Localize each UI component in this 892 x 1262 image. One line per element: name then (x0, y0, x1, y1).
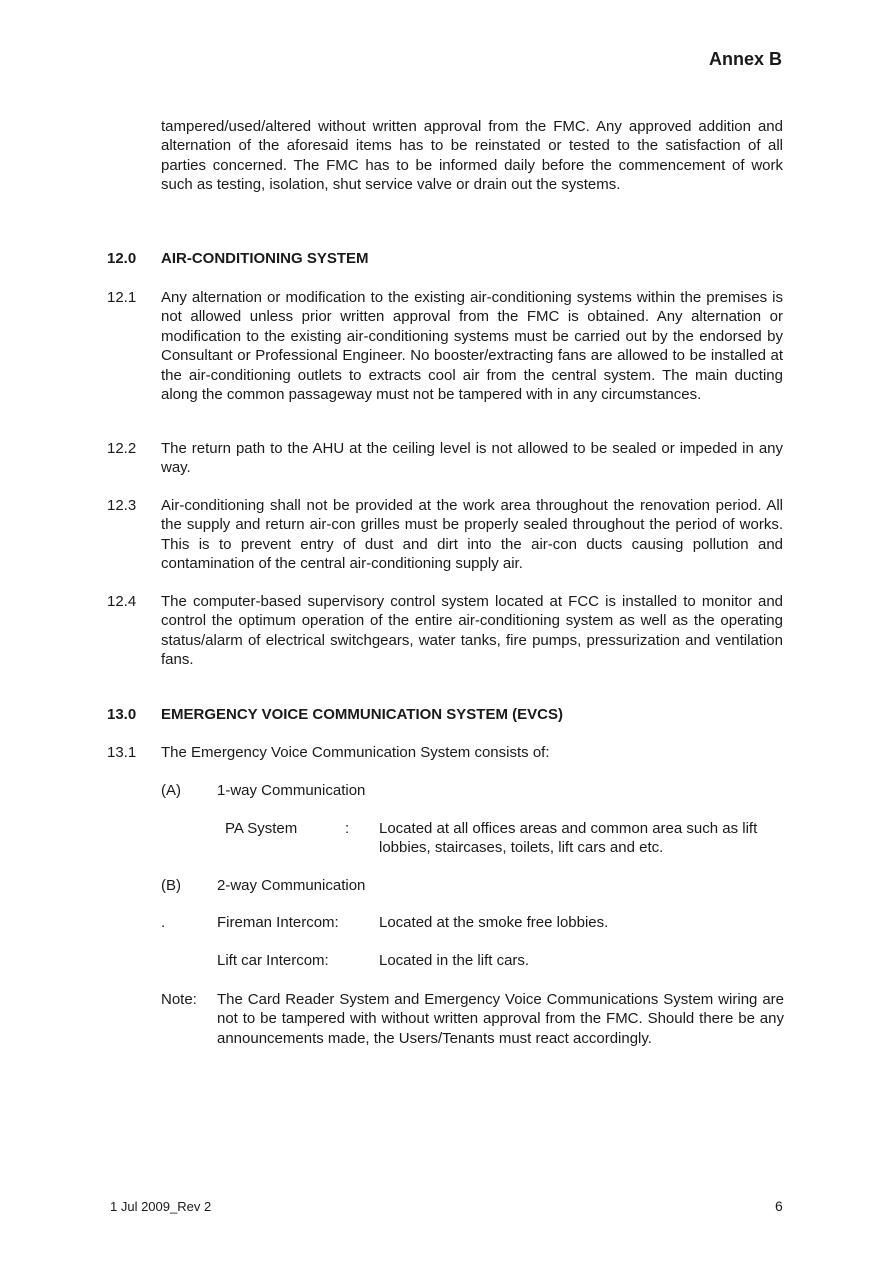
section-12-title: AIR-CONDITIONING SYSTEM (161, 250, 369, 267)
item-12-4-text: The computer-based supervisory control system located at FCC is installed to monitor and control the optimum operation of the entire air-conditioning system as well as the operating status/alarm of electrical switchgears, water tanks, fire pumps, pressurization and ventilation fans. (161, 593, 783, 669)
item-12-2-number: 12.2 (107, 440, 137, 457)
note-text: The Card Reader System and Emergency Voice Communications System wiring are not to be tampered with without written approval from the FMC. Should there be any announcements made, the Users/Tenants must react accordingly. (217, 991, 784, 1047)
section-13-title: EMERGENCY VOICE COMMUNICATION SYSTEM (EVCS) (161, 706, 563, 723)
sub-b-bullet: . (161, 914, 166, 931)
sub-b-letter: (B) (161, 877, 181, 894)
item-12-3-number: 12.3 (107, 497, 137, 514)
sub-a-title: 1-way Communication (217, 782, 366, 799)
item-12-2-text: The return path to the AHU at the ceiling level is not allowed to be sealed or impeded in any way. (161, 440, 783, 477)
page-number: 6 (775, 1198, 783, 1214)
item-13-1-text: The Emergency Voice Communication System consists of: (161, 744, 550, 761)
item-13-1-number: 13.1 (107, 744, 137, 761)
annex-label: Annex B (708, 49, 782, 69)
item-12-1-text: Any alternation or modification to the existing air-conditioning systems within the premises is not allowed unless prior written approval from the FMC is obtained. Any alternation or modification to the existing air-conditioning systems must be carried out by the endorsed by Consultant or Professional Engineer. No booster/extracting fans are allowed to be installed at the air-conditioning outlets to extracts cool air from the central system. The main ducting along the common passageway must not be tampered with in any circumstances. (161, 289, 783, 404)
section-12-number: 12.0 (107, 250, 137, 267)
pa-system-label: PA System (225, 820, 298, 837)
fireman-intercom-label: Fireman Intercom: (217, 914, 339, 931)
item-12-1-number: 12.1 (107, 289, 137, 306)
fireman-intercom-desc: Located at the smoke free lobbies. (379, 914, 609, 931)
item-12-4-number: 12.4 (107, 593, 137, 610)
pa-system-colon: : (345, 820, 350, 837)
sub-a-letter: (A) (161, 782, 181, 799)
note-label: Note: (161, 991, 197, 1008)
item-12-3-text: Air-conditioning shall not be provided at the work area throughout the renovation period. All the supply and return air-con grilles must be properly sealed throughout the period of works. This is to prevent entry of dust and dirt into the air-con ducts causing pollution and contamination of the central air-conditioning supply air. (161, 497, 783, 573)
section-13-number: 13.0 (107, 706, 137, 723)
pa-system-desc: Located at all offices areas and common area such as lift lobbies, staircases, toilets, lift cars and etc. (379, 820, 758, 857)
footer-revision: 1 Jul 2009_Rev 2 (110, 1199, 212, 1214)
intro-paragraph: tampered/used/altered without written approval from the FMC. Any approved addition and alternation of the aforesaid items has to be reinstated or tested to the satisfaction of all parties concerned. The FMC has to be informed daily before the commencement of work such as testing, isolation, shut service valve or drain out the systems. (161, 118, 783, 194)
lift-car-intercom-label: Lift car Intercom: (217, 952, 329, 969)
sub-b-title: 2-way Communication (217, 877, 366, 894)
lift-car-intercom-desc: Located in the lift cars. (379, 952, 530, 969)
